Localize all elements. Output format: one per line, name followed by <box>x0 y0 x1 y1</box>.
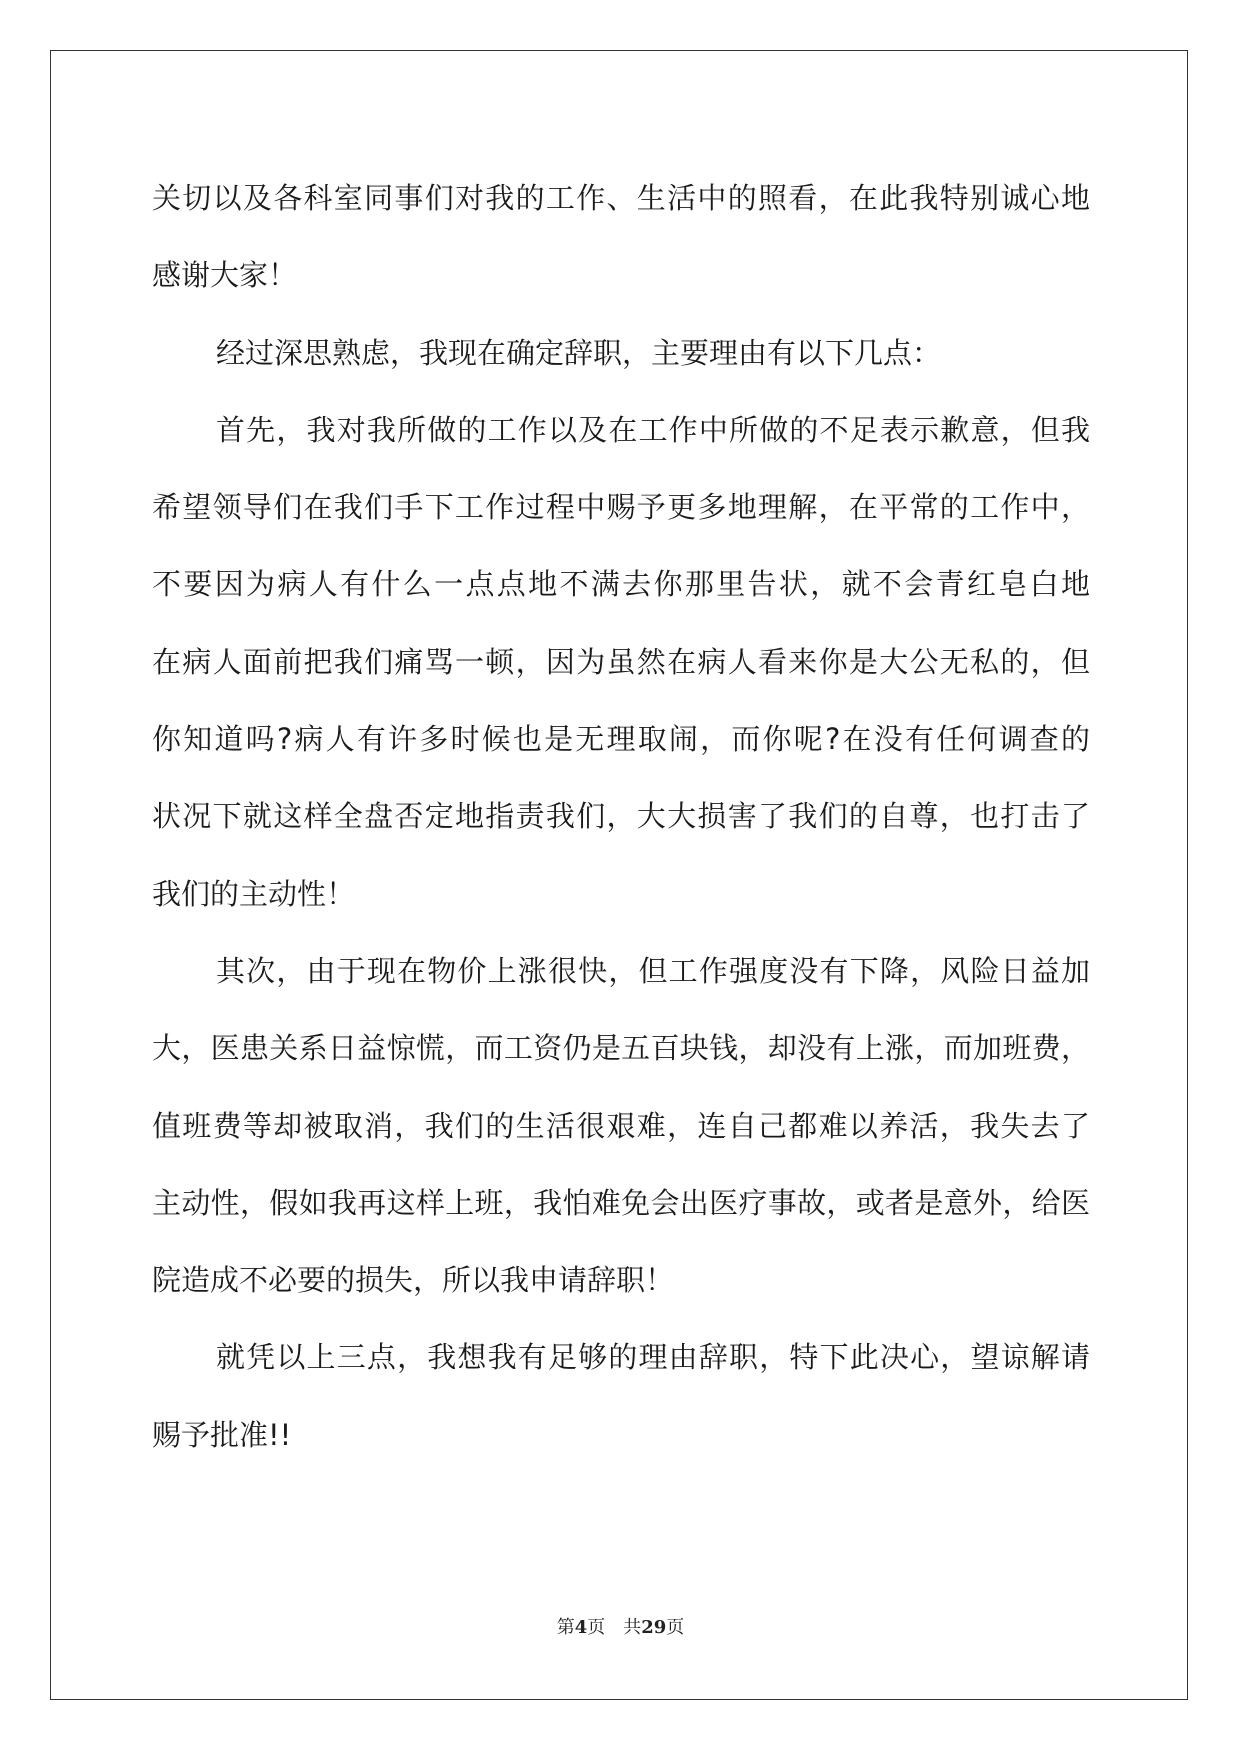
text-line: 你知道吗?病人有许多时候也是无理取闹，而你呢?在没有任何调查的 <box>152 722 1090 757</box>
text-line: 其次，由于现在物价上涨很快，但工作强度没有下降，风险日益加 <box>216 953 1090 988</box>
page-suffix: 页 <box>587 1617 606 1638</box>
page-number: 4 <box>574 1617 588 1638</box>
page-prefix: 第 <box>556 1617 575 1638</box>
page-footer <box>0 1616 1241 1640</box>
text-line: 状况下就这样全盘否定地指责我们，大大损害了我们的自尊，也打击了 <box>152 799 1090 834</box>
total-suffix: 页 <box>666 1617 685 1638</box>
text-line: 就凭以上三点，我想我有足够的理由辞职，特下此决心，望谅解请 <box>216 1340 1090 1375</box>
document-body <box>152 160 1090 1474</box>
text-line: 希望领导们在我们手下工作过程中赐予更多地理解，在平常的工作中， <box>152 490 1090 525</box>
total-pages: 29 <box>641 1617 667 1638</box>
text-line: 感谢大家！ <box>152 258 298 293</box>
text-line: 不要因为病人有什么一点点地不满去你那里告状，就不会青红皂白地 <box>152 567 1090 602</box>
text-line: 院造成不必要的损失，所以我申请辞职！ <box>152 1263 675 1298</box>
text-line: 首先，我对我所做的工作以及在工作中所做的不足表示歉意，但我 <box>216 412 1090 447</box>
text-line: 值班费等却被取消，我们的生活很艰难，连自己都难以养活，我失去了 <box>152 1108 1090 1143</box>
total-prefix: 共 <box>623 1617 642 1638</box>
text-line: 关切以及各科室同事们对我的工作、生活中的照看，在此我特别诚心地 <box>152 181 1090 215</box>
text-line: 大，医患关系日益惊慌，而工资仍是五百块钱，却没有上涨，而加班费， <box>152 1031 1090 1066</box>
text-line: 赐予批准!! <box>152 1417 292 1452</box>
text-line: 经过深思熟虑，我现在确定辞职，主要理由有以下几点： <box>216 335 942 370</box>
text-line: 我们的主动性！ <box>152 876 356 911</box>
text-line: 在病人面前把我们痛骂一顿，因为虽然在病人看来你是大公无私的，但 <box>152 644 1090 679</box>
text-line: 主动性，假如我再这样上班，我怕难免会出医疗事故，或者是意外，给医 <box>152 1185 1090 1220</box>
